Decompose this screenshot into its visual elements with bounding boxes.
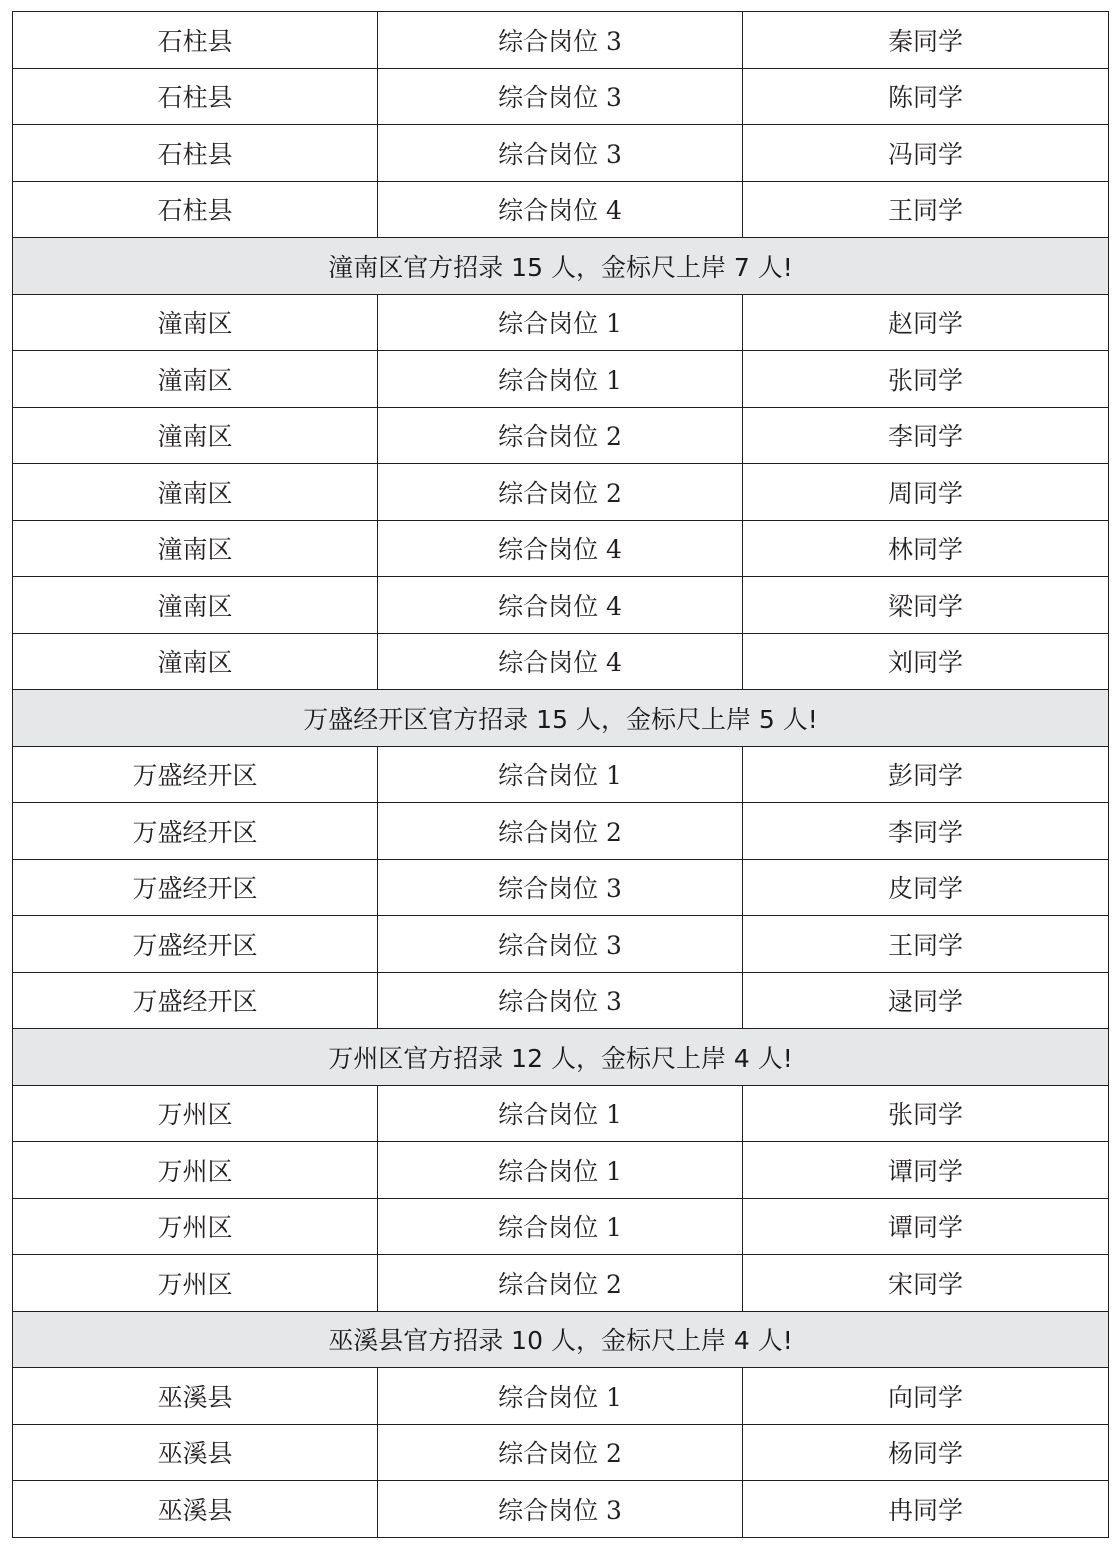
section-header-row bbox=[13, 1029, 1109, 1086]
student-cell: 刘同学 bbox=[743, 633, 1109, 690]
table-row bbox=[13, 1424, 1109, 1481]
position-cell: 综合岗位 3 bbox=[378, 68, 743, 125]
district-cell: 万盛经开区 bbox=[13, 746, 378, 803]
position-cell: 综合岗位 4 bbox=[378, 520, 743, 577]
student-cell: 张同学 bbox=[743, 1085, 1109, 1142]
student-cell: 林同学 bbox=[743, 520, 1109, 577]
student-cell: 逯同学 bbox=[743, 972, 1109, 1029]
table-row bbox=[13, 351, 1109, 408]
district-cell: 石柱县 bbox=[13, 68, 378, 125]
table-row bbox=[13, 520, 1109, 577]
district-cell: 潼南区 bbox=[13, 351, 378, 408]
table-row bbox=[13, 181, 1109, 238]
district-cell: 万州区 bbox=[13, 1198, 378, 1255]
student-cell: 李同学 bbox=[743, 407, 1109, 464]
position-cell: 综合岗位 3 bbox=[378, 12, 743, 69]
section-header-text: 巫溪县官方招录 10 人，金标尺上岸 4 人! bbox=[13, 1311, 1109, 1368]
district-cell: 石柱县 bbox=[13, 125, 378, 182]
section-header-text: 万盛经开区官方招录 15 人，金标尺上岸 5 人! bbox=[13, 690, 1109, 747]
table-row bbox=[13, 294, 1109, 351]
table-row bbox=[13, 1481, 1109, 1538]
student-cell: 陈同学 bbox=[743, 68, 1109, 125]
table-row bbox=[13, 972, 1109, 1029]
position-cell: 综合岗位 2 bbox=[378, 464, 743, 521]
position-cell: 综合岗位 2 bbox=[378, 407, 743, 464]
district-cell: 万州区 bbox=[13, 1142, 378, 1199]
district-cell: 石柱县 bbox=[13, 181, 378, 238]
student-cell: 冉同学 bbox=[743, 1481, 1109, 1538]
student-cell: 宋同学 bbox=[743, 1255, 1109, 1312]
position-cell: 综合岗位 3 bbox=[378, 125, 743, 182]
section-header-text: 潼南区官方招录 15 人，金标尺上岸 7 人! bbox=[13, 238, 1109, 295]
position-cell: 综合岗位 2 bbox=[378, 1255, 743, 1312]
table-row bbox=[13, 464, 1109, 521]
district-cell: 潼南区 bbox=[13, 577, 378, 634]
section-header-row bbox=[13, 690, 1109, 747]
district-cell: 潼南区 bbox=[13, 464, 378, 521]
district-cell: 潼南区 bbox=[13, 633, 378, 690]
district-cell: 万盛经开区 bbox=[13, 916, 378, 973]
table-row bbox=[13, 746, 1109, 803]
position-cell: 综合岗位 1 bbox=[378, 1368, 743, 1425]
district-cell: 石柱县 bbox=[13, 12, 378, 69]
position-cell: 综合岗位 1 bbox=[378, 746, 743, 803]
student-cell: 周同学 bbox=[743, 464, 1109, 521]
position-cell: 综合岗位 1 bbox=[378, 294, 743, 351]
position-cell: 综合岗位 2 bbox=[378, 803, 743, 860]
student-cell: 秦同学 bbox=[743, 12, 1109, 69]
student-cell: 皮同学 bbox=[743, 859, 1109, 916]
district-cell: 潼南区 bbox=[13, 520, 378, 577]
table-row bbox=[13, 1368, 1109, 1425]
student-cell: 王同学 bbox=[743, 916, 1109, 973]
section-header-text: 万州区官方招录 12 人，金标尺上岸 4 人! bbox=[13, 1029, 1109, 1086]
student-cell: 梁同学 bbox=[743, 577, 1109, 634]
district-cell: 潼南区 bbox=[13, 407, 378, 464]
table-row bbox=[13, 125, 1109, 182]
student-cell: 彭同学 bbox=[743, 746, 1109, 803]
position-cell: 综合岗位 4 bbox=[378, 577, 743, 634]
table-row bbox=[13, 68, 1109, 125]
section-header-row bbox=[13, 1311, 1109, 1368]
district-cell: 巫溪县 bbox=[13, 1481, 378, 1538]
position-cell: 综合岗位 1 bbox=[378, 1142, 743, 1199]
table-row bbox=[13, 1085, 1109, 1142]
position-cell: 综合岗位 1 bbox=[378, 351, 743, 408]
section-header-row bbox=[13, 238, 1109, 295]
position-cell: 综合岗位 4 bbox=[378, 633, 743, 690]
table-row bbox=[13, 12, 1109, 69]
table-row bbox=[13, 1198, 1109, 1255]
student-cell: 杨同学 bbox=[743, 1424, 1109, 1481]
position-cell: 综合岗位 3 bbox=[378, 1481, 743, 1538]
district-cell: 万州区 bbox=[13, 1255, 378, 1312]
district-cell: 巫溪县 bbox=[13, 1368, 378, 1425]
district-cell: 巫溪县 bbox=[13, 1424, 378, 1481]
table-row bbox=[13, 916, 1109, 973]
district-cell: 万盛经开区 bbox=[13, 859, 378, 916]
position-cell: 综合岗位 1 bbox=[378, 1198, 743, 1255]
position-cell: 综合岗位 3 bbox=[378, 859, 743, 916]
student-cell: 向同学 bbox=[743, 1368, 1109, 1425]
position-cell: 综合岗位 2 bbox=[378, 1424, 743, 1481]
position-cell: 综合岗位 3 bbox=[378, 916, 743, 973]
table-row bbox=[13, 577, 1109, 634]
student-cell: 张同学 bbox=[743, 351, 1109, 408]
table-row bbox=[13, 407, 1109, 464]
table-row bbox=[13, 1142, 1109, 1199]
position-cell: 综合岗位 1 bbox=[378, 1085, 743, 1142]
district-cell: 万州区 bbox=[13, 1085, 378, 1142]
table-row bbox=[13, 1255, 1109, 1312]
position-cell: 综合岗位 3 bbox=[378, 972, 743, 1029]
position-cell: 综合岗位 4 bbox=[378, 181, 743, 238]
district-cell: 万盛经开区 bbox=[13, 972, 378, 1029]
table-row bbox=[13, 859, 1109, 916]
district-cell: 万盛经开区 bbox=[13, 803, 378, 860]
student-cell: 冯同学 bbox=[743, 125, 1109, 182]
student-cell: 王同学 bbox=[743, 181, 1109, 238]
district-cell: 潼南区 bbox=[13, 294, 378, 351]
student-cell: 谭同学 bbox=[743, 1198, 1109, 1255]
table-row bbox=[13, 633, 1109, 690]
student-cell: 谭同学 bbox=[743, 1142, 1109, 1199]
admission-results-table bbox=[12, 11, 1109, 1538]
student-cell: 赵同学 bbox=[743, 294, 1109, 351]
table-body bbox=[13, 12, 1109, 1538]
table-row bbox=[13, 803, 1109, 860]
student-cell: 李同学 bbox=[743, 803, 1109, 860]
